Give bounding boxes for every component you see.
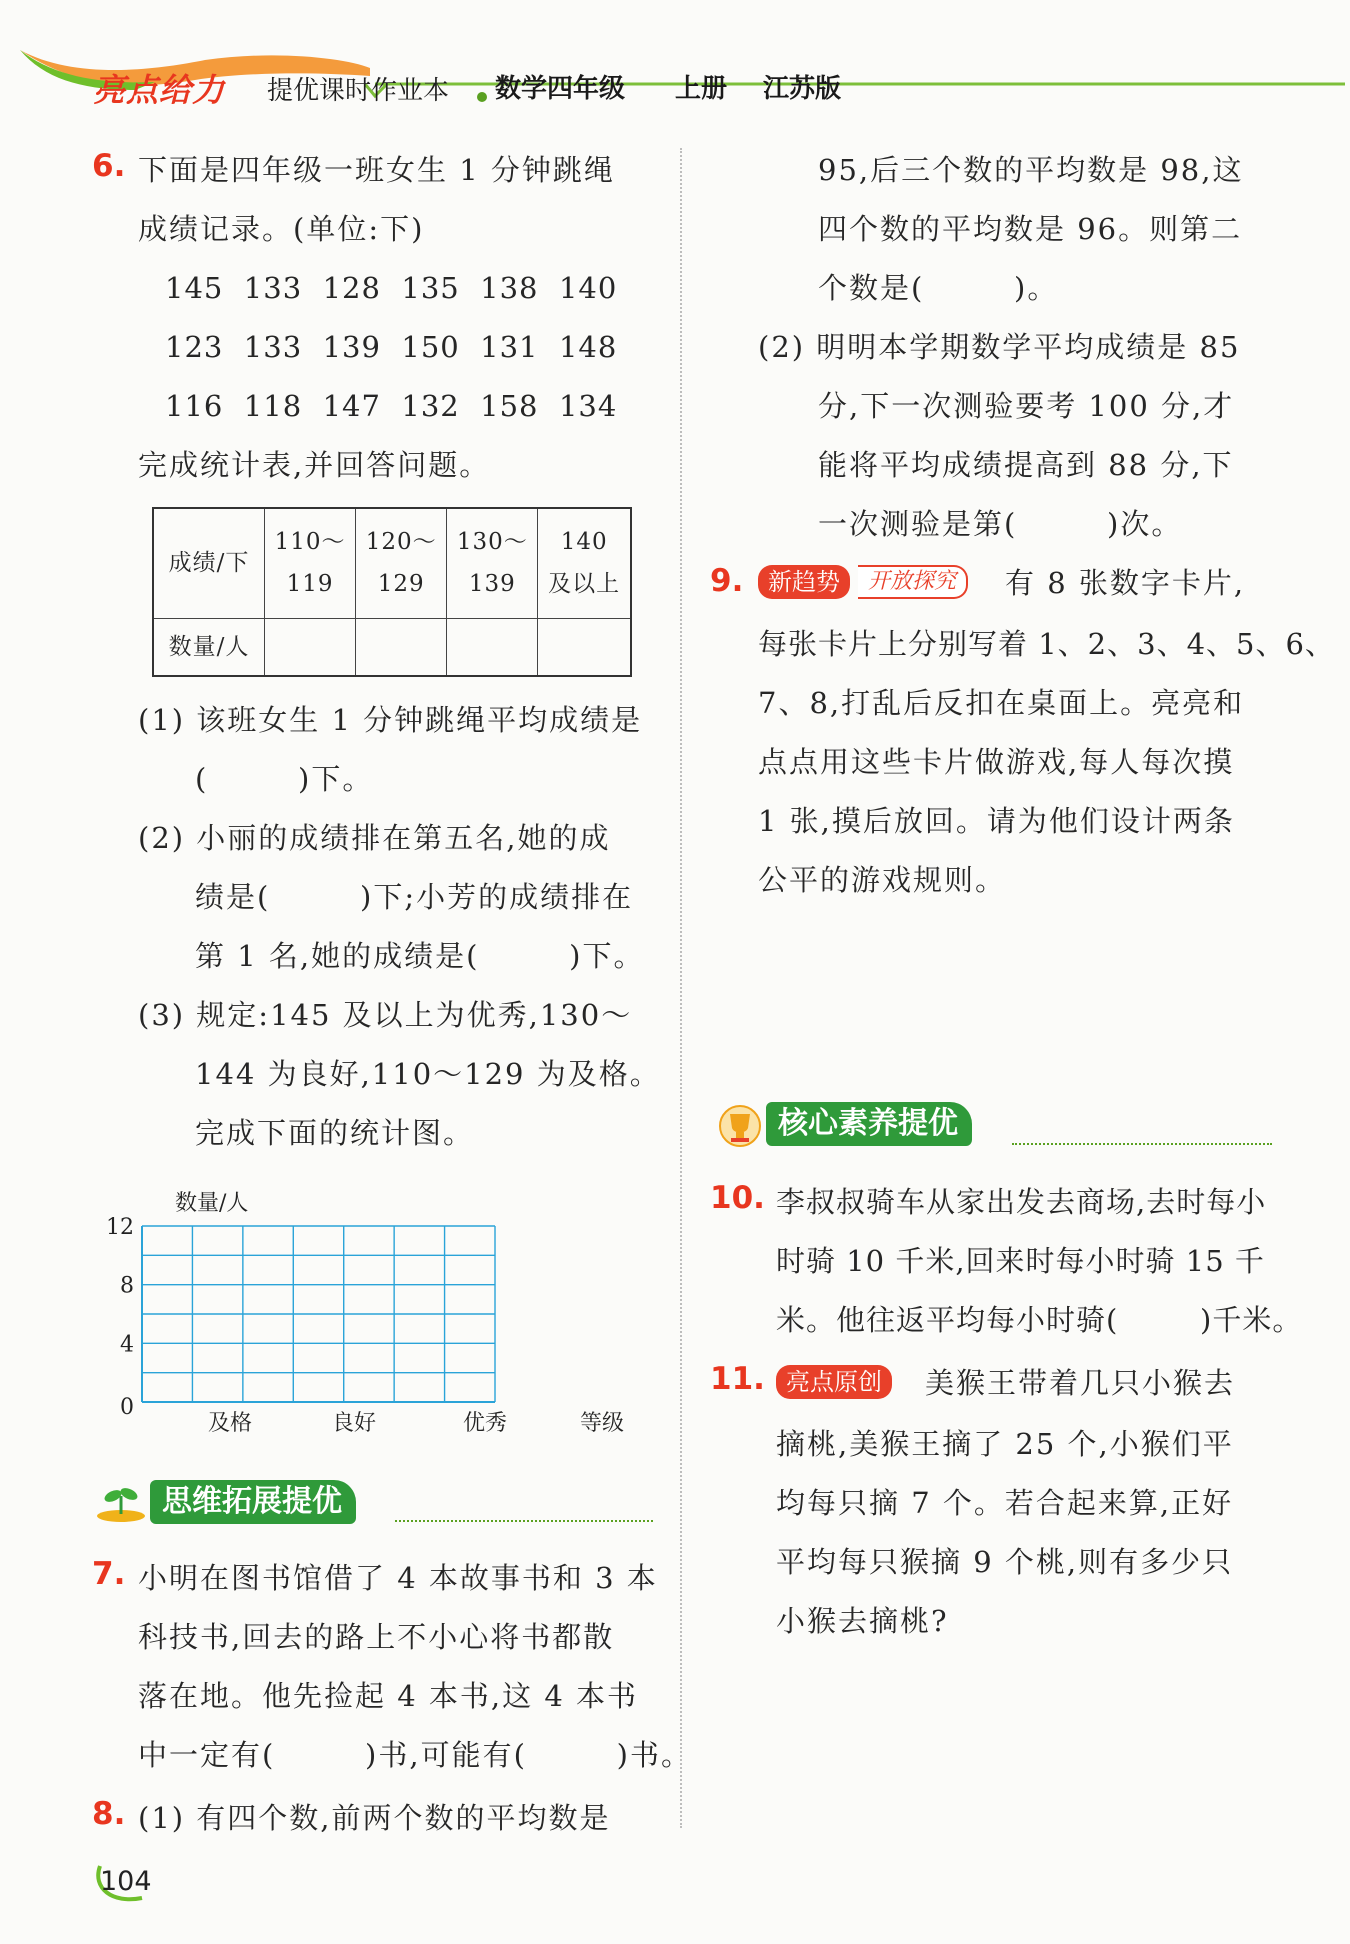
chart-ylabel: 数量/人 <box>175 1191 249 1216</box>
q7-line3: 落在地。他先捡起 4 本书,这 4 本书 <box>138 1679 638 1713</box>
header-dot-icon <box>477 92 487 102</box>
q7-line1: 小明在图书馆借了 4 本故事书和 3 本 <box>138 1561 658 1595</box>
table-answer-cell[interactable] <box>356 618 447 676</box>
q11-line3: 均每只摘 7 个。若合起来算,正好 <box>776 1486 1234 1520</box>
chart-grid <box>142 1226 495 1402</box>
x-tick-label: 及格 <box>207 1411 253 1436</box>
chart-yticks <box>106 1215 134 1420</box>
question-6-number: 6. <box>92 148 126 184</box>
table-header-score: 成绩/下 <box>153 508 265 618</box>
bar-chart <box>106 1180 660 1440</box>
table-col-3-top: 130～ <box>456 529 528 556</box>
q6-sub2-c: 第 1 名,她的成绩是( )下。 <box>195 939 645 973</box>
q6-sub2-a: (2) 小丽的成绩排在第五名,她的成 <box>138 821 611 855</box>
q11-line1: 美猴王带着几只小猴去 <box>925 1366 1236 1400</box>
question-10-number: 10. <box>710 1180 765 1216</box>
q9-line1: 有 8 张数字卡片, <box>1005 566 1246 600</box>
tag-open-explore: 开放探究 <box>858 565 968 599</box>
q9-line2: 每张卡片上分别写着 1、2、3、4、5、6、 <box>758 627 1335 661</box>
trophy-icon <box>712 1100 772 1150</box>
q8-line1: (1) 有四个数,前两个数的平均数是 <box>138 1801 611 1835</box>
q6-sub3-c: 完成下面的统计图。 <box>195 1116 475 1150</box>
q7-line4: 中一定有( )书,可能有( )书。 <box>138 1738 692 1772</box>
q7-line2: 科技书,回去的路上不小心将书都散 <box>138 1620 615 1654</box>
q8-right7: 一次测验是第( )次。 <box>818 507 1183 541</box>
q9-line3: 7、8,打乱后反扣在桌面上。亮亮和 <box>758 686 1245 720</box>
header-volume: 上册 <box>675 74 728 104</box>
q8-right4: (2) 明明本学期数学平均成绩是 85 <box>758 330 1241 364</box>
table-answer-cell[interactable] <box>538 618 631 676</box>
x-tick-label: 良好 <box>331 1411 377 1436</box>
q9-line6: 公平的游戏规则。 <box>758 863 1007 897</box>
column-divider <box>680 148 682 1828</box>
q6-sub3-b: 144 为良好,110～129 为及格。 <box>195 1057 661 1091</box>
table-col-1-bottom: 119 <box>286 571 334 598</box>
x-tick-label: 优秀 <box>462 1411 508 1436</box>
chart-xlabel: 等级 <box>580 1411 625 1436</box>
page-header <box>15 50 1345 125</box>
q8-right5: 分,下一次测验要考 100 分,才 <box>818 389 1235 423</box>
chart-xticks <box>208 1411 507 1436</box>
q10-line1: 李叔叔骑车从家出发去商场,去时每小 <box>776 1185 1267 1219</box>
header-edition: 江苏版 <box>763 74 842 104</box>
q6-line2: 成绩记录。(单位:下) <box>138 212 425 246</box>
q6-line1: 下面是四年级一班女生 1 分钟跳绳 <box>138 153 615 187</box>
q10-line2: 时骑 10 千米,回来时每小时骑 15 千 <box>776 1244 1265 1278</box>
table-answer-cell[interactable] <box>447 618 538 676</box>
q6-sub1-a: (1) 该班女生 1 分钟跳绳平均成绩是 <box>138 703 643 737</box>
q10-line3: 米。他往返平均每小时骑( )千米。 <box>776 1303 1303 1337</box>
table-col-4-top: 140 <box>560 529 608 556</box>
section-thinking-line <box>395 1520 653 1522</box>
brand-title: 亮点给力 <box>93 71 226 109</box>
q11-line5: 小猴去摘桃? <box>776 1604 949 1638</box>
q6-sub3-a: (3) 规定:145 及以上为优秀,130～ <box>138 998 633 1032</box>
q8-right6: 能将平均成绩提高到 88 分,下 <box>818 448 1234 482</box>
question-8-number: 8. <box>92 1796 126 1832</box>
table-col-3 <box>447 508 538 618</box>
table-header-count: 数量/人 <box>153 618 265 676</box>
table-col-4-bottom: 及以上 <box>548 571 621 598</box>
section-thinking-banner <box>150 1480 356 1524</box>
q6-data-row2: 123 133 139 150 131 148 <box>165 330 618 364</box>
q9-line5: 1 张,摸后放回。请为他们设计两条 <box>758 804 1235 838</box>
question-11-number: 11. <box>710 1361 765 1397</box>
sprout-icon <box>95 1478 155 1528</box>
table-col-2-bottom: 129 <box>377 571 425 598</box>
q6-sub1-b: ( )下。 <box>195 762 374 796</box>
table-col-2-top: 120～ <box>365 529 437 556</box>
table-answer-cell[interactable] <box>265 618 356 676</box>
header-subject: 数学四年级 <box>495 74 626 104</box>
statistics-table <box>152 507 632 677</box>
tag-original: 亮点原创 <box>776 1365 892 1399</box>
section-core-title: 核心素养提优 <box>778 1106 958 1141</box>
page-number: 104 <box>100 1866 152 1897</box>
section-thinking-title: 思维拓展提优 <box>162 1484 342 1519</box>
q11-line2: 摘桃,美猴王摘了 25 个,小猴们平 <box>776 1427 1234 1461</box>
table-col-3-bottom: 139 <box>468 571 516 598</box>
q6-sub2-b: 绩是( )下;小芳的成绩排在 <box>195 880 634 914</box>
q11-line4: 平均每只猴摘 9 个桃,则有多少只 <box>776 1545 1234 1579</box>
brand-subtitle: 提优课时作业本 <box>267 76 450 106</box>
q8-right1: 95,后三个数的平均数是 98,这 <box>818 153 1244 187</box>
y-tick-label: 4 <box>120 1332 134 1358</box>
y-tick-label: 0 <box>120 1395 134 1420</box>
q6-instruction: 完成统计表,并回答问题。 <box>138 448 491 482</box>
section-core-line <box>1012 1143 1272 1145</box>
y-tick-label: 12 <box>106 1215 134 1240</box>
q6-data-row1: 145 133 128 135 138 140 <box>165 271 618 305</box>
table-col-4 <box>538 508 631 618</box>
tag-new-trend: 新趋势 <box>758 565 850 599</box>
table-col-1-top: 110～ <box>274 529 346 556</box>
table-col-2 <box>356 508 447 618</box>
q6-data-row3: 116 118 147 132 158 134 <box>165 389 618 423</box>
question-9-number: 9. <box>710 563 744 599</box>
table-col-1 <box>265 508 356 618</box>
q8-right2: 四个数的平均数是 96。则第二 <box>818 212 1243 246</box>
y-tick-label: 8 <box>120 1273 134 1299</box>
q8-right3: 个数是( )。 <box>818 271 1059 305</box>
q9-line4: 点点用这些卡片做游戏,每人每次摸 <box>758 745 1235 779</box>
question-7-number: 7. <box>92 1556 126 1592</box>
section-core-banner <box>766 1102 972 1146</box>
